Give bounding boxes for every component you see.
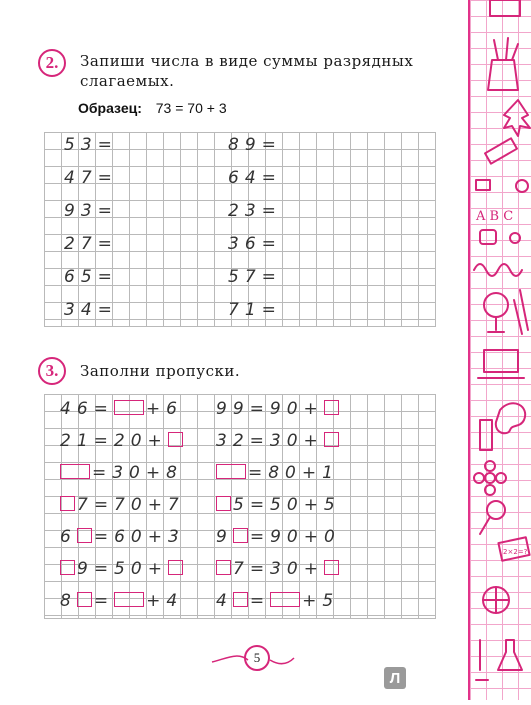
page-number: 5 [244,645,270,671]
answer-box[interactable] [114,400,144,415]
svg-text:2×2=?: 2×2=? [503,548,528,556]
expression-text: +5 [302,591,340,611]
expression-text: = [93,591,115,611]
answer-box[interactable] [324,560,339,575]
task-2-left-item: 47= [64,168,118,188]
answer-box[interactable] [216,560,231,575]
expression-text: 7=30+ [233,559,324,579]
expression-text: 32=30+ [216,431,324,451]
task-2-left-item: 27= [64,234,118,254]
task-3-right-expression [216,432,341,450]
task-3-right-expression [216,400,341,418]
watermark-logo: Л [384,667,406,689]
task-2-right-item: 71= [228,300,282,320]
task-2-number: 2. [38,49,66,77]
sample-label: Образец: [78,100,142,116]
task-3-instruction: Заполни пропуски. [80,362,241,380]
task-2-grid [44,132,436,327]
expression-text: +6 [145,399,183,419]
expression-text: =90+0 [249,527,341,547]
answer-box[interactable] [216,496,231,511]
task-3-right-expression [216,464,339,482]
expression-text: 4 [216,591,233,611]
school-doodles-icon [470,0,531,700]
task-3-left-expression [60,528,185,546]
expression-text: 5=50+5 [233,495,341,515]
task-3-left-expression [60,432,185,450]
answer-box[interactable] [60,560,75,575]
expression-text: =60+3 [93,527,185,547]
expression-text: =30+8 [92,463,183,483]
answer-box[interactable] [60,464,90,479]
answer-box[interactable] [168,432,183,447]
task-3-number: 3. [38,357,66,385]
answer-box[interactable] [77,592,92,607]
expression-text: = [249,591,271,611]
svg-text:A B C: A B C [476,209,514,224]
task-2-left-item: 93= [64,201,118,221]
task-2-right-item: 36= [228,234,282,254]
answer-box[interactable] [270,592,300,607]
sample-line [78,100,227,116]
answer-box[interactable] [77,528,92,543]
task-3-right-expression [216,528,341,546]
task-2-left-item: 53= [64,135,118,155]
answer-box[interactable] [168,560,183,575]
task-2-left-item: 65= [64,267,118,287]
task-2-right-item: 89= [228,135,282,155]
answer-box[interactable] [324,432,339,447]
expression-text: 7=70+7 [77,495,185,515]
task-2-instruction-line1: Запиши числа в виде суммы разрядных [80,52,414,70]
expression-text: 46= [60,399,114,419]
task-2-left-item: 34= [64,300,118,320]
task-2-right-item: 64= [228,168,282,188]
expression-text: 8 [60,591,77,611]
task-3-left-expression [60,592,183,610]
sample-expression: 73 = 70 + 3 [155,100,227,116]
task-3-left-expression [60,400,183,418]
expression-text: 99=90+ [216,399,324,419]
task-3-right-expression [216,592,339,610]
task-2-right-item: 57= [228,267,282,287]
task-3-left-expression [60,560,185,578]
task-3-right-expression [216,560,341,578]
task-3-left-expression [60,464,183,482]
expression-text: 9 [216,527,233,547]
answer-box[interactable] [233,528,248,543]
decorative-school-doodles [468,0,531,700]
expression-text: 9=50+ [77,559,168,579]
answer-box[interactable] [60,496,75,511]
expression-text: 21=20+ [60,431,168,451]
task-3-right-expression [216,496,341,514]
answer-box[interactable] [216,464,246,479]
task-2-right-item: 23= [228,201,282,221]
expression-text: +4 [146,591,184,611]
answer-box[interactable] [233,592,248,607]
expression-text: 6 [60,527,77,547]
answer-box[interactable] [324,400,339,415]
expression-text: =80+1 [248,463,339,483]
task-2-instruction-line2: слагаемых. [80,72,175,90]
answer-box[interactable] [114,592,144,607]
task-3-left-expression [60,496,185,514]
